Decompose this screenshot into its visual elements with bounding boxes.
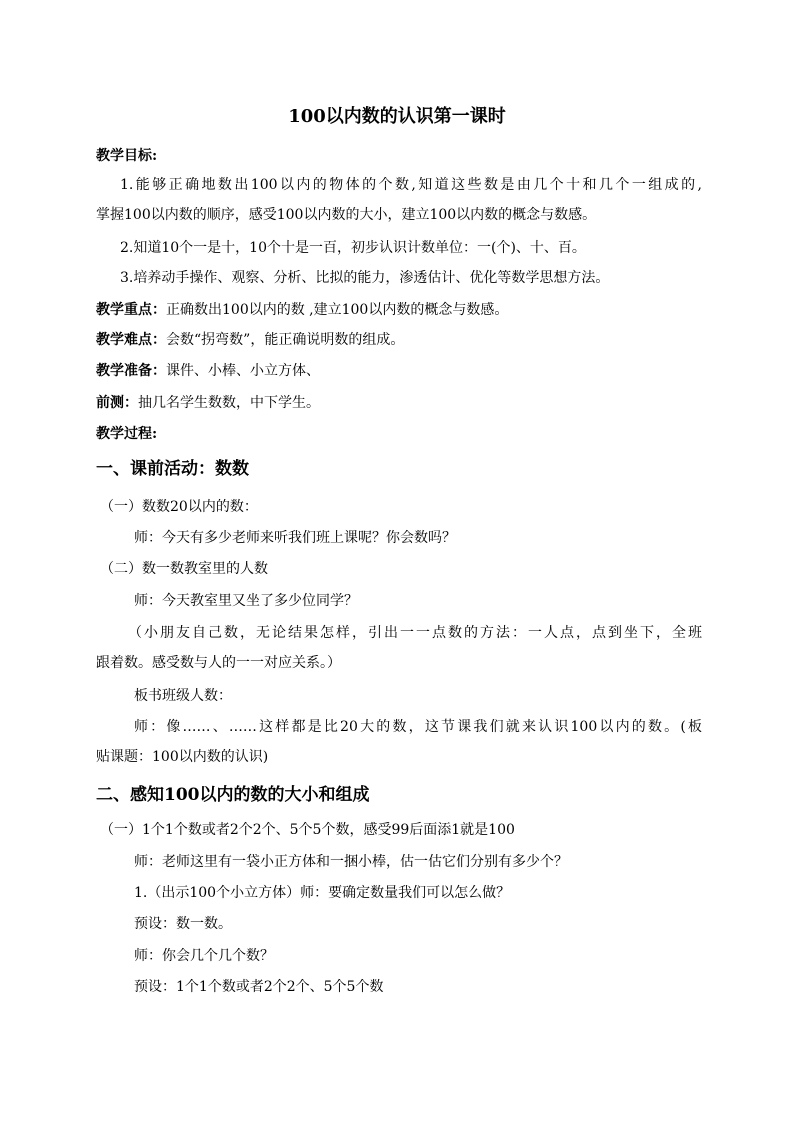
- section-2-preset-1: 预设：数一数。: [134, 916, 232, 932]
- section-2-part-1-heading: （一）1个1个数或者2个2个、5个5个数，感受99后面添1就是100: [100, 822, 515, 838]
- difficulties-label: 教学难点：: [96, 332, 166, 348]
- key-points-text: 正确数出100以内的数 ,建立100以内数的概念与数感。: [166, 302, 509, 318]
- section-1-teacher-line-2: 贴课题：100以内数的认识): [96, 749, 269, 765]
- section-2-heading: 二、感知100以内的数的大小和组成: [96, 785, 370, 805]
- goal-1-line-2: 掌握100以内数的顺序，感受100以内数的大小，建立100以内数的概念与数感。: [96, 207, 597, 223]
- section-2-teacher-question: 师：你会几个几个数？: [134, 948, 274, 964]
- page-title: 100以内数的认识第一课时: [288, 106, 506, 127]
- section-1-note-line-1: （小朋友自己数，无论结果怎样，引出一一点数的方法：一人点，点到坐下，全班: [128, 625, 702, 641]
- section-2-teacher: 师：老师这里有一袋小正方体和一捆小棒，估一估它们分别有多少个？: [134, 854, 568, 870]
- section-2-step-1: 1.（出示100个小立方体）师：要确定数量我们可以怎么做？: [134, 885, 511, 901]
- section-1-board: 板书班级人数：: [134, 688, 232, 704]
- goal-1-line-1: 1.能够正确地数出100以内的物体的个数,知道这些数是由几个十和几个一组成的,: [120, 177, 702, 193]
- section-1-teacher-question-1: 师：今天有多少老师来听我们班上课呢？你会数吗？: [134, 530, 456, 546]
- section-1-teacher-line-1: 师：像……、……这样都是比20大的数，这节课我们就来认识100以内的数。(板: [134, 719, 702, 735]
- section-1-heading: 一、课前活动：数数: [96, 459, 249, 479]
- section-1-teacher-question-2: 师：今天教室里又坐了多少位同学？: [134, 593, 358, 609]
- key-points: [96, 300, 702, 320]
- pretest: [96, 393, 702, 413]
- section-1-part-2-heading: （二）数一数教室里的人数: [100, 561, 268, 577]
- section-1-part-1-heading: （一）数数20以内的数：: [100, 499, 258, 515]
- pretest-label: 前测：: [96, 395, 138, 411]
- goal-2: 2.知道10个一是十，10个十是一百，初步认识计数单位：一(个)、十、百。: [120, 240, 586, 256]
- goal-3: 3.培养动手操作、观察、分析、比拟的能力，渗透估计、优化等数学思想方法。: [120, 270, 610, 286]
- key-points-label: 教学重点：: [96, 302, 166, 318]
- preparation-label: 教学准备：: [96, 363, 166, 379]
- section-1-note-line-2: 跟着数。感受数与人的一一对应关系。）: [96, 655, 341, 671]
- process-label: 教学过程:: [96, 426, 158, 442]
- section-2-preset-2: 预设：1个1个数或者2个2个、5个5个数: [134, 979, 384, 995]
- goals-label: 教学目标:: [96, 148, 158, 164]
- preparation: [96, 361, 702, 381]
- difficulties-text: 会数“拐弯数”，能正确说明数的组成。: [166, 332, 405, 348]
- preparation-text: 课件、小棒、小立方体、: [166, 363, 320, 379]
- difficulties: [96, 330, 702, 350]
- pretest-text: 抽几名学生数数，中下学生。: [138, 395, 320, 411]
